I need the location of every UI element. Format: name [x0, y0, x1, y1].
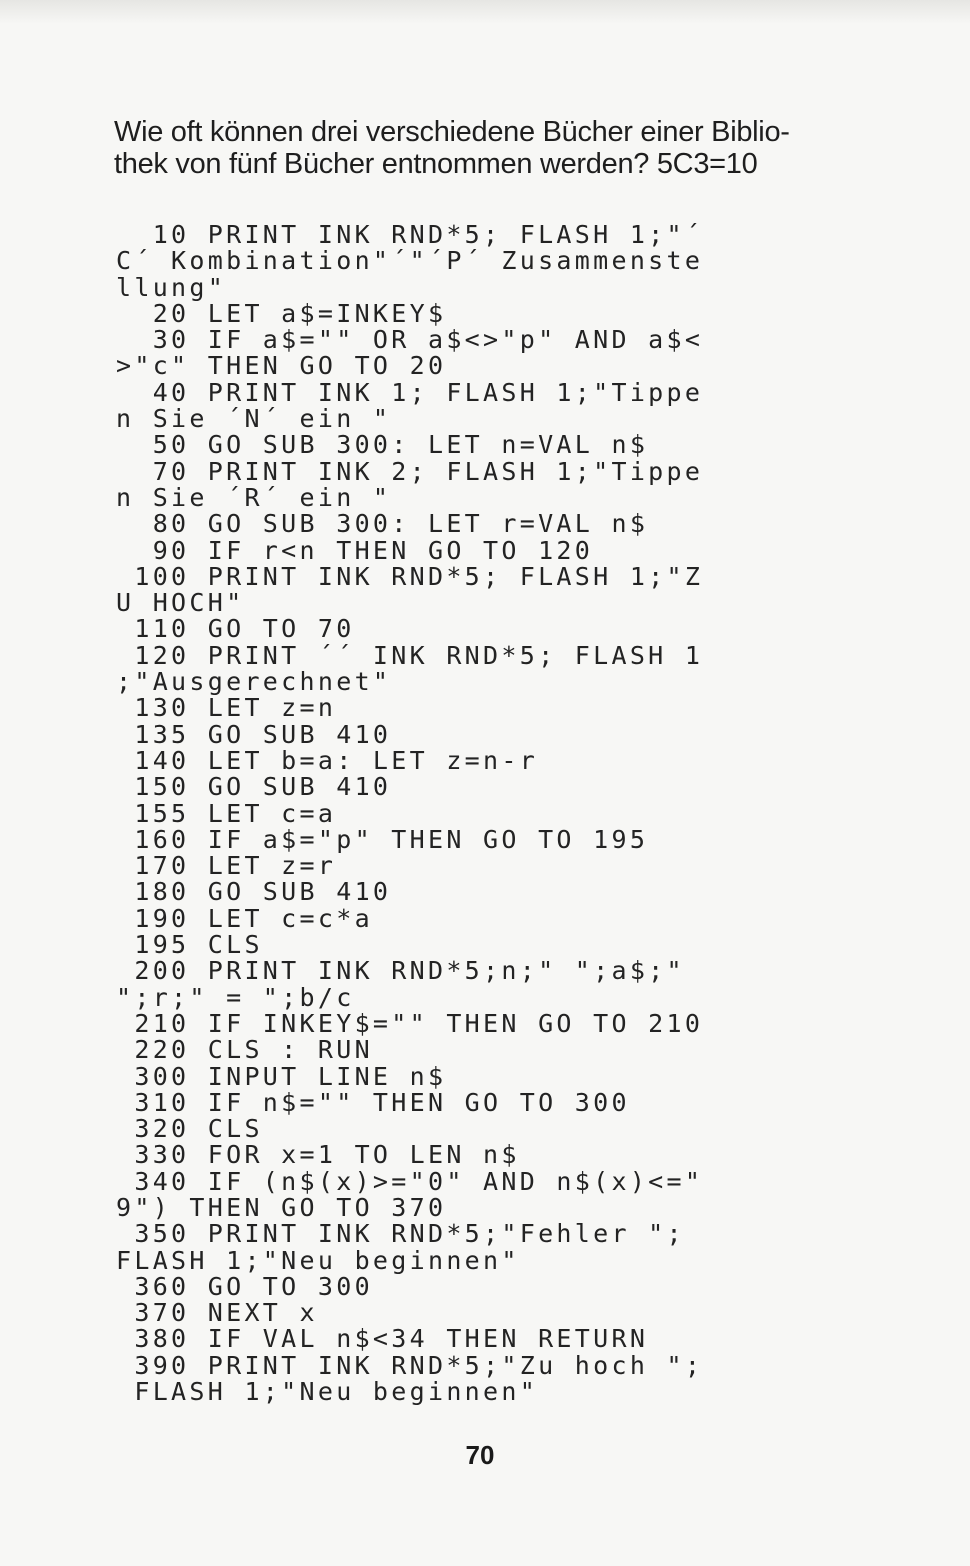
code-line: 90 IF r<n THEN GO TO 120 [116, 535, 594, 565]
code-line: 380 IF VAL n$<34 THEN RETURN [116, 1324, 649, 1354]
code-line: 150 GO SUB 410 [116, 772, 392, 802]
code-line: 180 GO SUB 410 [116, 877, 392, 907]
code-line: C´ Kombination"´"´P´ Zusammenste [116, 246, 704, 276]
code-line: 130 LET z=n [116, 693, 337, 723]
code-line: 210 IF INKEY$="" THEN GO TO 210 [116, 1008, 704, 1038]
code-line: >"c" THEN GO TO 20 [116, 351, 447, 381]
intro-line-2: thek von fünf Bücher entnommen werden? 5C3=10 [114, 148, 758, 180]
code-line: 320 CLS [116, 1114, 263, 1144]
code-line: ;"Ausgerechnet" [116, 667, 392, 697]
code-line: 20 LET a$=INKEY$ [116, 298, 447, 328]
code-line: 360 GO TO 300 [116, 1271, 373, 1301]
code-line: 70 PRINT INK 2; FLASH 1;"Tippe [116, 456, 704, 486]
intro-paragraph [114, 116, 874, 180]
code-line: 30 IF a$="" OR a$<>"p" AND a$< [116, 325, 704, 355]
code-line: 300 INPUT LINE n$ [116, 1061, 447, 1091]
code-line: 120 PRINT ´´ INK RND*5; FLASH 1 [116, 640, 704, 670]
code-line: U HOCH" [116, 588, 245, 618]
code-line: 370 NEXT x [116, 1298, 318, 1328]
page-top-shadow [0, 0, 970, 24]
code-line: n Sie ´N´ ein " [116, 404, 392, 434]
code-line: 100 PRINT INK RND*5; FLASH 1;"Z [116, 561, 704, 591]
code-line: 40 PRINT INK 1; FLASH 1;"Tippe [116, 377, 704, 407]
code-line: 170 LET z=r [116, 851, 337, 881]
code-line: 200 PRINT INK RND*5;n;" ";a$;" [116, 956, 685, 986]
code-line: 140 LET b=a: LET z=n-r [116, 745, 539, 775]
code-line: 340 IF (n$(x)>="0" AND n$(x)<=" [116, 1166, 704, 1196]
code-line: 390 PRINT INK RND*5;"Zu hoch "; [116, 1350, 704, 1380]
code-line: 10 PRINT INK RND*5; FLASH 1;"´ [116, 220, 704, 249]
code-line: 80 GO SUB 300: LET r=VAL n$ [116, 509, 649, 539]
code-line: 135 GO SUB 410 [116, 719, 392, 749]
code-line: ";r;" = ";b/c [116, 982, 355, 1012]
code-line: 50 GO SUB 300: LET n=VAL n$ [116, 430, 649, 460]
basic-program-listing [116, 222, 856, 1405]
code-line: 110 GO TO 70 [116, 614, 355, 644]
code-line: 190 LET c=c*a [116, 903, 373, 933]
code-line: 350 PRINT INK RND*5;"Fehler "; [116, 1219, 685, 1249]
page-number: 70 [465, 1440, 495, 1470]
code-line: 160 IF a$="p" THEN GO TO 195 [116, 824, 649, 854]
code-line: FLASH 1;"Neu beginnen" [116, 1245, 520, 1275]
code-line: 155 LET c=a [116, 798, 337, 828]
code-line: 195 CLS [116, 930, 263, 960]
code-line: 310 IF n$="" THEN GO TO 300 [116, 1087, 630, 1117]
code-line: n Sie ´R´ ein " [116, 482, 392, 512]
code-line: 220 CLS : RUN [116, 1035, 373, 1065]
code-line: 330 FOR x=1 TO LEN n$ [116, 1140, 520, 1170]
intro-line-1: Wie oft können drei verschiedene Bücher einer Biblio- [114, 116, 790, 148]
code-line: llung" [116, 272, 227, 302]
code-line: 9") THEN GO TO 370 [116, 1192, 447, 1222]
code-line: FLASH 1;"Neu beginnen" [116, 1377, 539, 1407]
